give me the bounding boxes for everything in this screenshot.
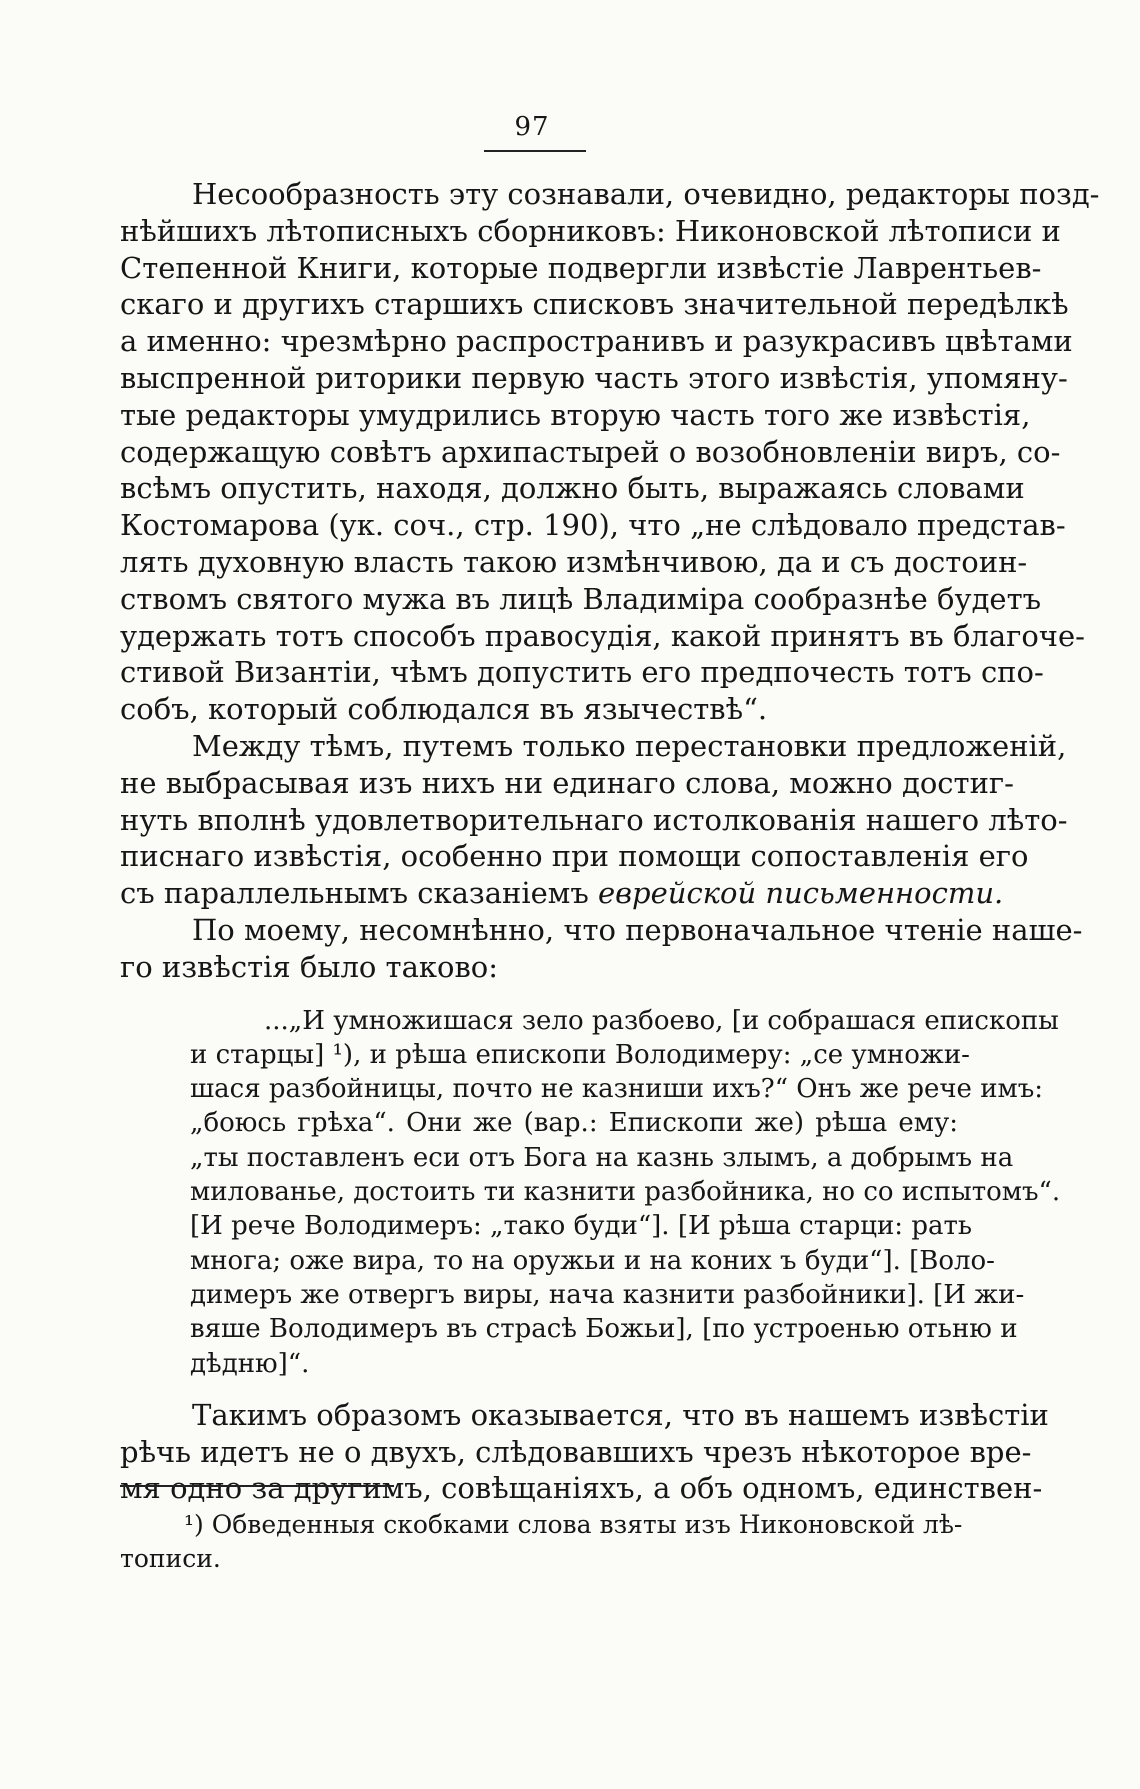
quote-line: „боюсь грѣха“. Они же (вар.: Епископи же) рѣша ему: [190, 1108, 958, 1139]
page-number: 97 [514, 112, 550, 142]
italic-emphasis: еврейской письменности. [598, 876, 1004, 911]
paragraph-2 [120, 728, 1068, 912]
text-line: ствомъ святого мужа въ лицѣ Владиміра сообразнѣе будетъ [120, 581, 1042, 616]
text-line: удержать тотъ способъ правосудія, какой принятъ въ благоче- [120, 618, 1085, 653]
text-line: Несообразность эту сознавали, очевидно, редакторы позд- [192, 177, 1100, 211]
quote-line: димеръ же отвергъ виры, нача казнити разбойники]. [И жи- [190, 1279, 1025, 1310]
text-line: собъ, который соблюдался въ язычествѣ“. [120, 692, 768, 727]
footnote-separator [120, 1485, 394, 1487]
paragraph-3 [120, 912, 1083, 986]
text-line: мя одно за другимъ, совѣщаніяхъ, а объ одномъ, единствен- [120, 1471, 1043, 1506]
quote-line: милованье, достоить ти казнити разбойника, но со испытомъ“. [190, 1177, 1061, 1208]
quote-line: шася разбойницы, почто не казниши ихъ?“ Онъ же рече имъ: [190, 1074, 1044, 1105]
body-text [120, 176, 1100, 1507]
text-line: го извѣстія было таково: [120, 949, 499, 984]
quote-line: ...„И умножишася зело разбоево, [и собрашася епископы [264, 1005, 1059, 1036]
footnote-line: ¹) Обведенныя скобками слова взяты изъ Никоновской лѣ- [184, 1510, 963, 1539]
text-line: Степенной Книги, которые подвергли извѣстіе Лаврентьев- [120, 250, 1042, 285]
text-line [120, 875, 1004, 912]
footnote [120, 1508, 963, 1576]
text-line: Костомарова (ук. соч., стр. 190), что „не слѣдовало представ- [120, 508, 1066, 543]
quote-line: вяше Володимеръ въ страсѣ Божьи], [по устроенью отьню и [190, 1314, 1018, 1345]
page-number-rule [484, 150, 586, 152]
text-line: а именно: чрезмѣрно распространивъ и разукрасивъ цвѣтами [120, 324, 1073, 359]
text-line: тые редакторы умудрились вторую часть того же извѣстія, [120, 397, 1031, 432]
text-line: всѣмъ опустить, находя, должно быть, выражаясь словами [120, 471, 1025, 506]
text-line: лять духовную власть такою измѣнчивою, да и съ достоин- [120, 544, 1028, 579]
text-line: нуть вполнѣ удовлетворительнаго истолкованія нашего лѣто- [120, 802, 1068, 837]
text-line: По моему, несомнѣнно, что первоначальное чтеніе наше- [192, 912, 1083, 947]
text-segment: съ параллельнымъ сказаніемъ [120, 876, 598, 911]
quote-line: многа; оже вира, то на оружьи и на коних ъ буди“]. [Воло- [190, 1245, 995, 1276]
quote-line: дѣдню]“. [190, 1348, 310, 1379]
text-line: содержащую совѣтъ архипастырей о возобновленіи виръ, со- [120, 434, 1061, 469]
text-line: нѣйшихъ лѣтописныхъ сборниковъ: Никоновской лѣтописи и [120, 213, 1061, 248]
quote-line: и старцы] ¹), и рѣша епископи Володимеру: „се умножи- [190, 1039, 970, 1070]
chronicle-quote [190, 1004, 1061, 1381]
quote-line: „ты поставленъ еси отъ Бога на казнь злымъ, а добрымъ на [190, 1142, 1014, 1173]
text-line: Между тѣмъ, путемъ только перестановки предложеній, [192, 728, 1067, 763]
text-line: стивой Византіи, чѣмъ допустить его предпочесть тотъ спо- [120, 655, 1044, 690]
footnote-line: тописи. [120, 1544, 221, 1573]
paragraph-4 [120, 1397, 1049, 1507]
text-line: выспренной риторики первую часть этого извѣстія, упомяну- [120, 360, 1068, 395]
text-line: писнаго извѣстія, особенно при помощи сопоставленія его [120, 839, 1029, 874]
text-line: рѣчь идетъ не о двухъ, слѣдовавшихъ чрезъ нѣкоторое вре- [120, 1434, 1032, 1469]
text-line: не выбрасывая изъ нихъ ни единаго слова, можно достиг- [120, 765, 1014, 800]
quote-line: [И рече Володимеръ: „тако буди“]. [И рѣша старци: рать [190, 1211, 973, 1242]
text-line: скаго и другихъ старшихъ списковъ значительной передѣлкѣ [120, 287, 1069, 322]
text-line: Такимъ образомъ оказывается, что въ нашемъ извѣстіи [192, 1397, 1049, 1432]
paragraph-1 [120, 176, 1100, 728]
